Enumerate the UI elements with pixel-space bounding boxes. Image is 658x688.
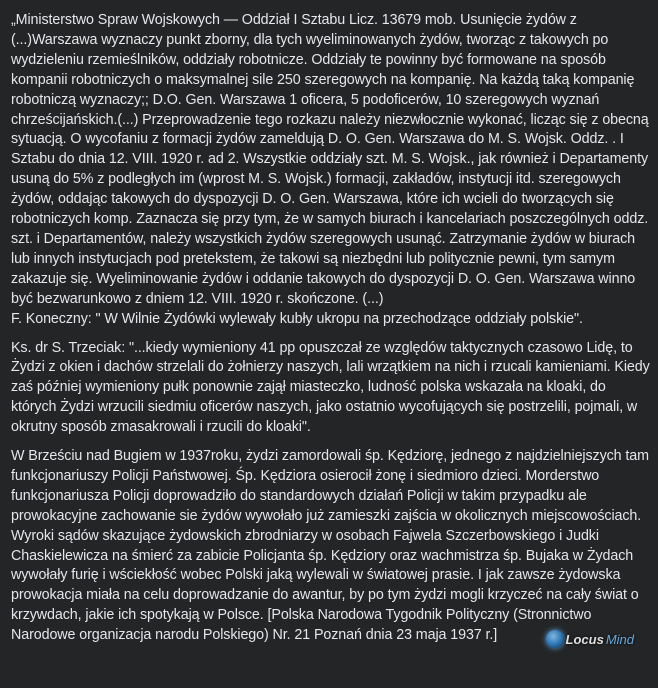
watermark-text-accent: Mind bbox=[605, 631, 634, 647]
paragraph-spacer bbox=[11, 438, 651, 447]
paragraph-spacer bbox=[11, 330, 651, 339]
post-paragraph-brzesc-account: W Brześciu nad Bugiem w 1937roku, żydzi zamordowali śp. Kędziorę, jednego z najdzielniejszych tam funkcjonariuszy Policji Państwowej. Śp. Kędziora osierocił żonę i siedmioro dzieci. Morderstwo funkcjonariusza Policji doprowadziło do standardowych działań Policji w takim przypadku ale prowokacyjne zachowanie sie żydów wywołało już zamieszki zajścia w okolicznych miejscowościach. Wyroki sądów skazujące żydowskich zbrodniarzy w osobach Fajwela Szczerbowskiego i Judki Chaskielewicza na śmierć za zabicie Policjanta śp. Kędziory oraz wachmistrza śp. Bujaka w Żydach wywołały furię i wściekłość wobec Polski jaką wylewali w światowej prasie. I jak zawsze żydowska prowokacja miała na celu doprowadzanie do awantur, by po tym żydzi mogli krzyczeć na cały świat o krzywdach, jakie ich spotykają w Polsce. [Polska Narodowa Tygodnik Polityczny (Stronnictwo Narodowe organizacja narodu Polskiego) Nr. 21 Poznań dnia 23 maja 1937 r.] bbox=[11, 448, 649, 644]
watermark-text: Locus bbox=[565, 631, 604, 647]
post-paragraph-koneczny-quote: F. Koneczny: " W Wilnie Żydówki wylewały kubły ukropu na przechodzące oddziały polskie". bbox=[11, 310, 583, 327]
post-paragraph-order-quote: „Ministerstwo Spraw Wojskowych — Oddział I Sztabu Licz. 13679 mob. Usunięcie żydów z (...)Warszawa wyznaczy punkt zborny, dla tych wyeliminowanych żydów, tworząc z takowych po wydzieleniu rzemieślników, oddziały robotnicze. Oddziały te powinny być formowane na sposób kompanii robotniczych o maksymalnej sile 250 szeregowych na kompanię. Na każdą taką kompanię robotniczą wyznaczy;; D.O. Gen. Warszawa 1 oficera, 5 podoficerów, 10 szeregowych wyznań chrześcijańskich.(...) Przeprowadzenie tego rozkazu należy niezwłocznie wykonać, licząc się z obecną sytuacją. O wycofaniu z formacji żydów zameldują D. O. Gen. Warszawa do M. S. Wojsk. Oddz. . I Sztabu do dnia 12. VIII. 1920 r. ad 2. Wszystkie oddziały szt. M. S. Wojsk., jak również i Departamenty usuną do 5% z podległych im (wprost M. S. Wojsk.) formacji, zakładów, instytucji itd. szeregowych żydów, oddając takowych do dyspozycji D. O. Gen. Warszawa, które ich wcieli do tworzących się robotniczych komp. Zaznacza się przy tym, że w samych biurach i kancelariach poszczególnych oddz. szt. i Departamentów, należy wszystkich żydów szeregowych usunąć. Zatrzymanie żydów w biurach lub innych instytucjach pod pretekstem, że takowi są niezbędni lub politycznie pewni, tym samym zakazuje się. Wyeliminowanie żydów i oddanie takowych do dyspozycji D. O. Gen. Warszawa winno być bezwarunkowo z dniem 12. VIII. 1920 r. skończone. (...) bbox=[11, 12, 649, 307]
post-paragraph-trzeciak-quote: Ks. dr S. Trzeciak: "...kiedy wymieniony 41 pp opuszczał ze względów taktycznych czasowo Lidę, to Żydzi z okien i dachów strzelali do żołnierzy naszych, lali wrzątkiem na nich i rzucali kamieniami. Kiedy zaś później wymieniony pułk ponownie zajął miasteczko, ludność polska wskazała na kloaki, do których Żydzi wrzucili siedmiu oficerów naszych, jako ostatnio wycofujących się postrzelili, pojmali, w okrutny sposób zmasakrowali i rzucili do kloaki". bbox=[11, 339, 650, 436]
